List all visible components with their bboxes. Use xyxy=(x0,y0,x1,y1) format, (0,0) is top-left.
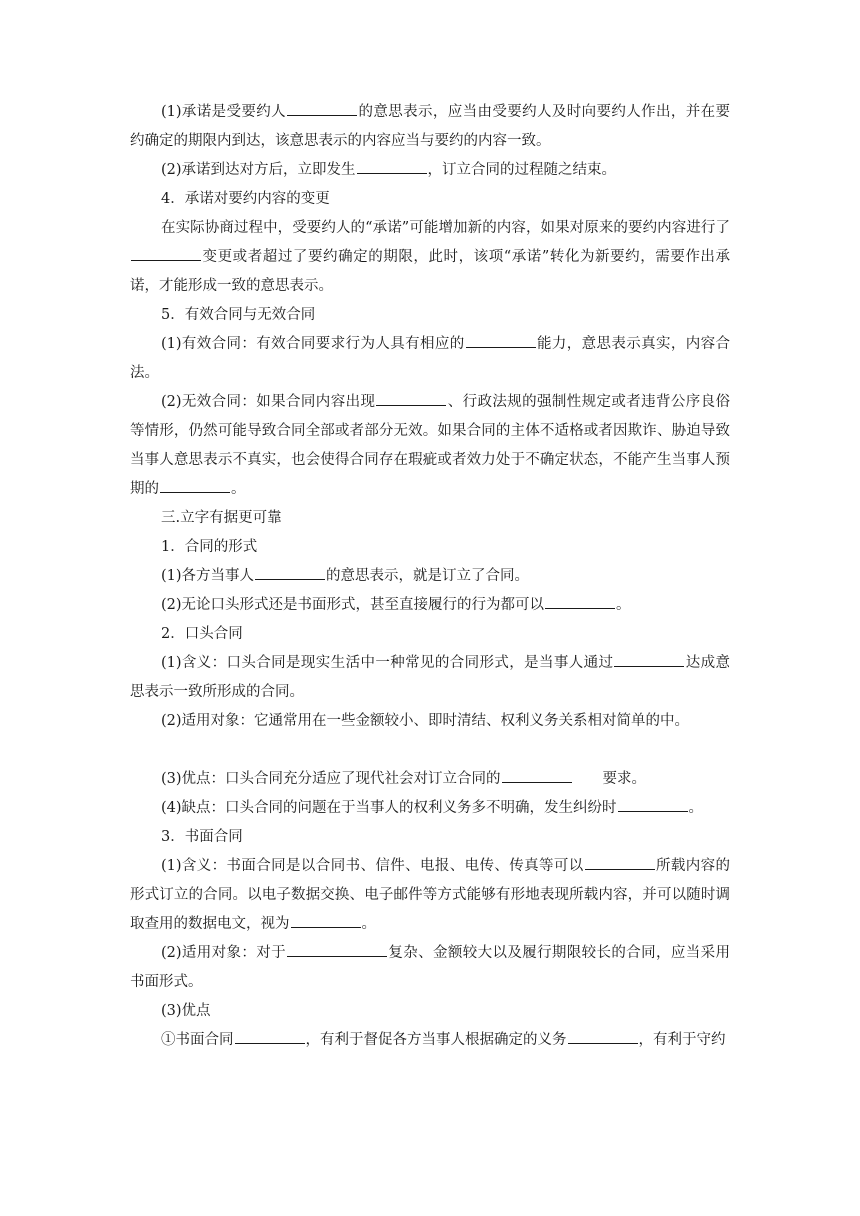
fill-blank xyxy=(291,911,361,928)
fill-blank xyxy=(568,1027,638,1044)
spacer xyxy=(130,736,730,765)
paragraph-acceptance-effect: (2)承诺到达对方后，立即发生 ，订立合同的过程随之结束。 xyxy=(130,156,730,185)
fill-blank xyxy=(585,853,655,870)
fill-blank xyxy=(466,331,536,348)
fill-blank xyxy=(614,650,684,667)
heading-written-contract: 3．书面合同 xyxy=(161,829,243,845)
paragraph-written-meaning: (1)含义：书面合同是以合同书、信件、电报、电传、传真等可以 所载内容的形式订立的合同。以电子数据交换、电子邮件等方式能够有形地表现所载内容，并可以随时调取查用的数据电文，视为 。 xyxy=(130,852,730,939)
fill-blank xyxy=(376,389,446,406)
fill-blank xyxy=(160,476,230,493)
fill-blank xyxy=(287,940,387,957)
paragraph-form-2: (2)无论口头形式还是书面形式，甚至直接履行的行为都可以 。 xyxy=(130,591,730,620)
paragraph-oral-meaning: (1)含义：口头合同是现实生活中一种常见的合同形式，是当事人通过 达成意思表示一致所形成的合同。 xyxy=(130,649,730,707)
paragraph-form-1: (1)各方当事人 的意思表示，就是订立了合同。 xyxy=(130,562,730,591)
heading-acceptance-change: 4．承诺对要约内容的变更 xyxy=(161,191,330,207)
paragraph-acceptance-definition: (1)承诺是受要约人 的意思表示，应当由受要约人及时向要约人作出，并在要约确定的期限内到达，该意思表示的内容应当与要约的内容一致。 xyxy=(130,98,730,156)
fill-blank xyxy=(502,766,572,783)
fill-blank xyxy=(131,244,201,261)
section-heading-three: 三.立字有据更可靠 xyxy=(161,510,282,526)
paragraph-invalid-contract: (2)无效合同：如果合同内容出现 、行政法规的强制性规定或者违背公序良俗等情形，仍然可能导致合同全部或者部分无效。如果合同的主体不适格或者因欺诈、胁迫导致当事人意思表示不真实，也会使得合同存在瑕疵或者效力处于不确定状态，不能产生当事人预期的 。 xyxy=(130,388,730,504)
paragraph-oral-disadvantage: (4)缺点：口头合同的问题在于当事人的权利义务多不明确，发生纠纷时 。 xyxy=(130,794,730,823)
paragraph-written-advantage-1: ①书面合同 ，有利于督促各方当事人根据确定的义务 ，有利于守约 xyxy=(130,1026,730,1055)
fill-blank xyxy=(255,563,325,580)
heading-oral-contract: 2．口头合同 xyxy=(161,626,243,642)
paragraph-acceptance-change: 在实际协商过程中，受要约人的“承诺”可能增加新的内容，如果对原来的要约内容进行了变更或者超过了要约确定的期限，此时，该项“承诺”转化为新要约，需要作出承诺，才能形成一致的意思表示。 xyxy=(130,220,730,294)
fill-blank xyxy=(235,1027,305,1044)
paragraph-oral-advantage: (3)优点：口头合同充分适应了现代社会对订立合同的 要求。 xyxy=(130,765,730,794)
heading-valid-invalid-contract: 5．有效合同与无效合同 xyxy=(161,307,316,323)
fill-blank xyxy=(357,157,427,174)
fill-blank xyxy=(287,99,357,116)
heading-contract-form: 1．合同的形式 xyxy=(161,539,258,555)
paragraph-written-advantage-heading: (3)优点 xyxy=(161,1003,211,1019)
fill-blank xyxy=(618,795,688,812)
fill-blank xyxy=(545,592,615,609)
paragraph-written-scope: (2)适用对象：对于 复杂、金额较大以及履行期限较长的合同，应当采用书面形式。 xyxy=(130,939,730,997)
paragraph-valid-contract: (1)有效合同：有效合同要求行为人具有相应的 能力，意思表示真实，内容合法。 xyxy=(130,330,730,388)
paragraph-oral-scope: (2)适用对象：它通常用在一些金额较小、即时清结、权利义务关系相对简单的中。 xyxy=(161,713,690,729)
